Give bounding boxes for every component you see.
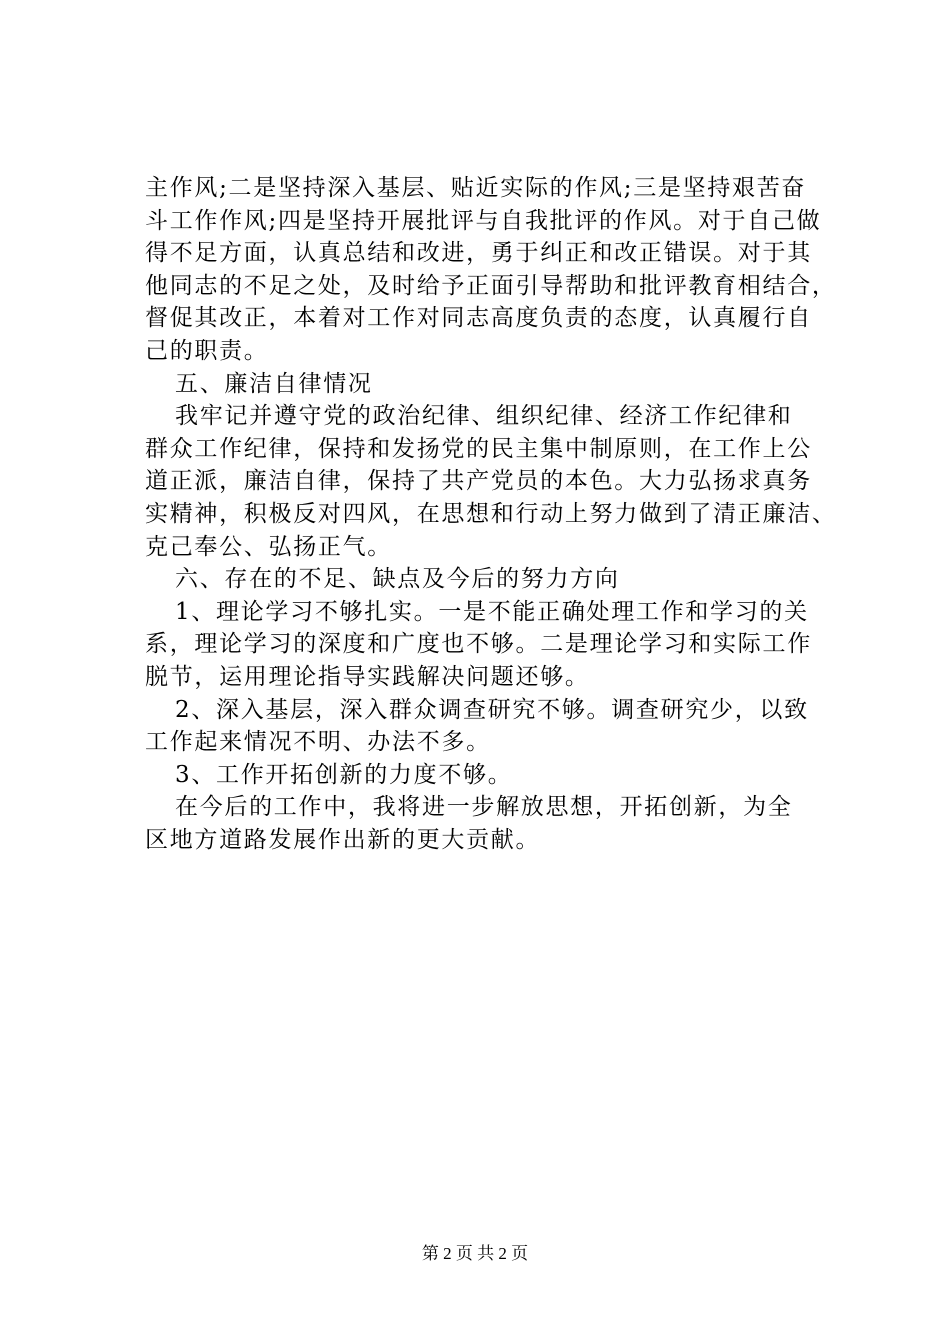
text-line: 道正派，廉洁自律，保持了共产党员的本色。大力弘扬求真务 <box>145 468 812 495</box>
text-line: 3、工作开拓创新的力度不够。 <box>175 761 513 788</box>
text-line: 己的职责。 <box>145 337 269 364</box>
text-line: 我牢记并遵守党的政治纪律、组织纪律、经济工作纪律和 <box>175 403 793 430</box>
text-line: 督促其改正，本着对工作对同志高度负责的态度，认真履行自 <box>145 305 812 332</box>
text-line: 斗工作作风;四是坚持开展批评与自我批评的作风。对于自己做 <box>145 207 822 234</box>
text-line: 他同志的不足之处，及时给予正面引导帮助和批评教育相结合， <box>145 272 837 299</box>
document-body <box>145 172 835 856</box>
text-line: 六、存在的不足、缺点及今后的努力方向 <box>175 566 620 593</box>
text-line: 1、理论学习不够扎实。一是不能正确处理工作和学习的关 <box>175 598 809 625</box>
text-line: 群众工作纪律，保持和发扬党的民主集中制原则，在工作上公 <box>145 435 812 462</box>
text-line: 五、廉洁自律情况 <box>175 370 373 397</box>
text-line: 工作起来情况不明、办法不多。 <box>145 729 491 756</box>
text-line: 主作风;二是坚持深入基层、贴近实际的作风;三是坚持艰苦奋 <box>145 175 807 201</box>
text-line: 得不足方面，认真总结和改进，勇于纠正和改正错误。对于其 <box>145 240 812 267</box>
page-footer: 第 2 页 共 2 页 <box>421 1244 529 1263</box>
text-line: 区地方道路发展作出新的更大贡献。 <box>145 826 541 853</box>
text-line: 系，理论学习的深度和广度也不够。二是理论学习和实际工作 <box>145 631 812 658</box>
text-line: 在今后的工作中，我将进一步解放思想，开拓创新，为全 <box>175 794 793 821</box>
text-line: 2、深入基层，深入群众调查研究不够。调查研究少，以致 <box>175 696 809 723</box>
text-line: 脱节，运用理论指导实践解决问题还够。 <box>145 663 590 690</box>
text-line: 实精神，积极反对四风，在思想和行动上努力做到了清正廉洁、 <box>145 500 837 527</box>
text-line: 克己奉公、弘扬正气。 <box>145 533 392 560</box>
